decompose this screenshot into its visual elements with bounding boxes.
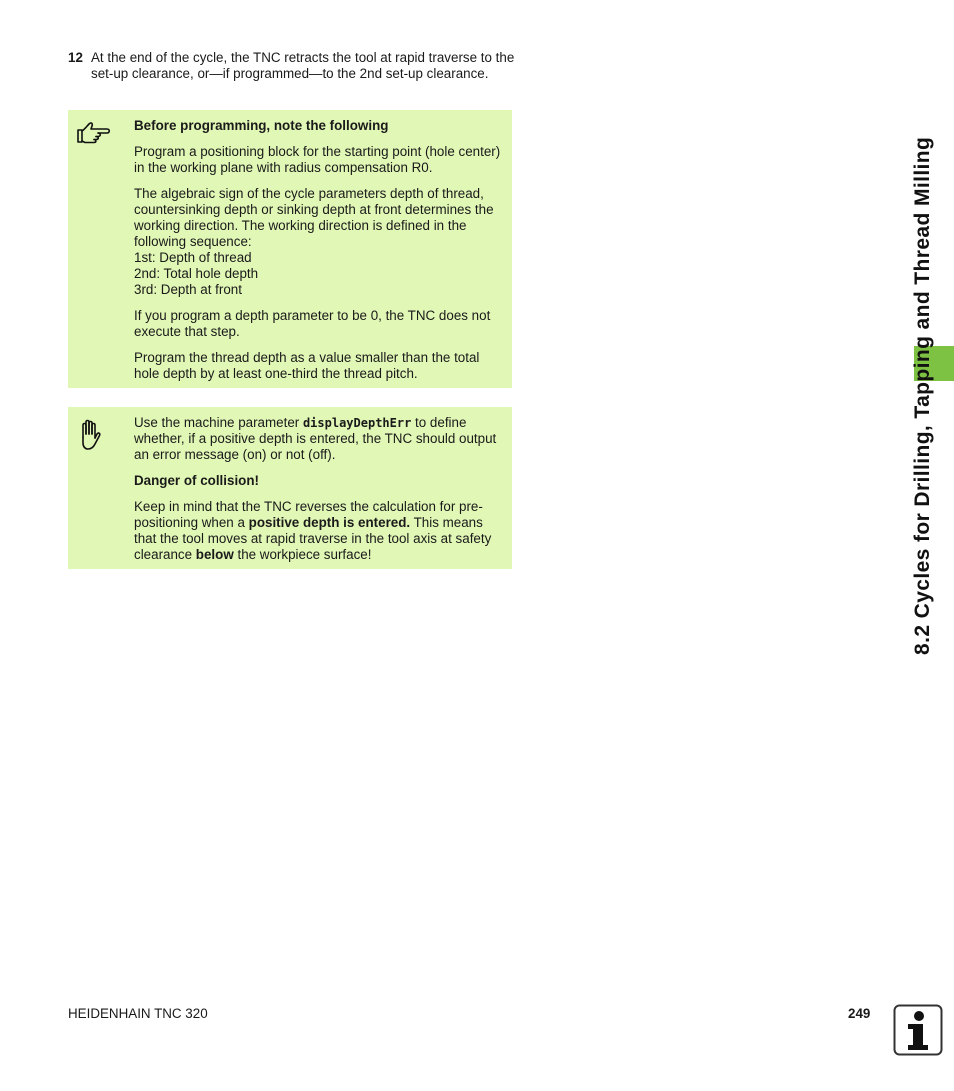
note-machine-parameter (68, 407, 512, 569)
pointing-hand-icon (76, 120, 112, 150)
emphasis-text: positive depth is entered. (248, 515, 411, 530)
note-paragraph: Program a positioning block for the starting point (hole center) in the working plane with radius compensation R0. (134, 144, 501, 175)
hand-warning-icon (78, 419, 102, 455)
note-paragraph: If you program a depth parameter to be 0, the TNC does not execute that step. (134, 308, 491, 339)
text-segment: the workpiece surface! (233, 547, 372, 562)
chapter-title: 8.2 Cycles for Drilling, Tapping and Thread Milling (911, 136, 934, 655)
note-heading: Before programming, note the following (134, 118, 389, 133)
text-segment: Use the machine parameter (134, 415, 303, 430)
machine-parameter-name: displayDepthErr (302, 416, 412, 430)
emphasis-text: below (195, 547, 234, 562)
step-text: At the end of the cycle, the TNC retracts the tool at rapid traverse to the set-up clearance, or—if programmed—to the 2nd set-up clearance. (91, 50, 515, 81)
note-paragraph: The algebraic sign of the cycle parameters depth of thread, countersinking depth or sinking depth at front determines the working direction. The working direction is defined in the following sequence: 1st: Depth of thread 2nd: Total hole depth 3rd: Depth at front (134, 186, 494, 297)
note-paragraph: Program the thread depth as a value smaller than the total hole depth by at least one-third the thread pitch. (134, 350, 480, 381)
note-before-programming (68, 110, 512, 388)
note-paragraph (134, 415, 502, 463)
note-paragraph (134, 499, 502, 563)
note-heading: Danger of collision! (134, 473, 259, 488)
text-segment: This means that the tool moves at rapid traverse in the tool axis at safety clearance (134, 515, 492, 562)
info-icon (893, 1004, 943, 1056)
text-segment: to define whether, if a positive depth is entered, the TNC should output an error message (on) or not (off). (134, 415, 497, 462)
step-12 (68, 50, 518, 82)
text-segment: Keep in mind that the TNC reverses the calculation for pre-positioning when a (134, 499, 483, 530)
page-number: 249 (848, 1006, 871, 1021)
step-number: 12 (68, 50, 83, 65)
manual-name: HEIDENHAIN TNC 320 (68, 1006, 208, 1021)
